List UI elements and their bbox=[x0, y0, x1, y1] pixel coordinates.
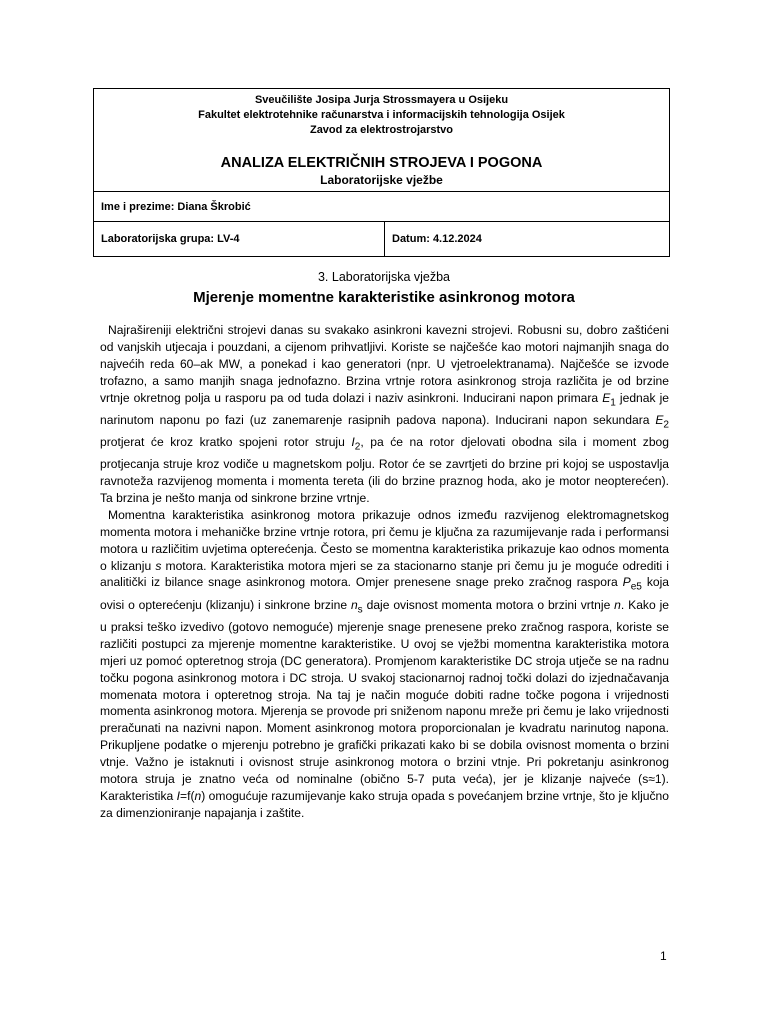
course-type: Laboratorijske vježbe bbox=[320, 172, 443, 187]
paragraph-text: jednak je narinutom naponu po fazi (uz zanemarenje rasipnih padova napona). Inducirani napon sekundara bbox=[100, 390, 669, 427]
symbol: E bbox=[602, 390, 611, 405]
header-table bbox=[93, 88, 670, 257]
student-name: Ime i prezime: Diana Škrobić bbox=[94, 192, 670, 222]
university-name: Sveučilište Josipa Jurja Strossmayera u Osijeku bbox=[254, 93, 509, 106]
header-cell bbox=[94, 89, 670, 192]
symbol: I bbox=[176, 788, 181, 803]
page-number: 1 bbox=[660, 949, 667, 963]
subscript: 2 bbox=[663, 419, 669, 431]
lab-title: Mjerenje momentne karakteristike asinkronog motora bbox=[193, 289, 575, 306]
paragraph bbox=[100, 322, 669, 507]
paragraph-text: ) omogućuje razumijevanje kako struja opada s povećanjem brzine vrtnje, što je ključno za dimenzioniranje napajanja i zaštite. bbox=[100, 788, 669, 820]
equation-text: =f( bbox=[180, 788, 195, 803]
subscript: 2 bbox=[354, 441, 361, 453]
symbol: E bbox=[655, 412, 664, 427]
lab-number: 3. Laboratorijska vježba bbox=[317, 270, 451, 284]
paragraph-text: Najrašireniji električni strojevi danas su svakako asinkroni kavezni strojevi. Robusni su, dobro zaštićeni od vanjskih utjecaja i pouzdani, a cijenom prihvatljivi. Koriste se najčešće kao motori najmanjih snaga do najvećih reda 60–ak MW, a ponekad i kao generatori (npr. U vjetroelektranama). Najčešće se izvode trofazno, a samo manjih snaga jednofazno. Brzina vrtnje rotora asinkronog stroja različita je od brzine vrtnje okretnog polja u rasporu pa od tuda dolazi i naziv asinkroni. Inducirani napon primara bbox=[100, 323, 669, 405]
symbol: n bbox=[194, 788, 202, 803]
course-title: ANALIZA ELEKTRIČNIH STROJEVA I POGONA bbox=[220, 154, 543, 171]
symbol: n bbox=[350, 597, 358, 612]
paragraph-text: . Kako je u praksi teško izvedivo (gotovo nemoguće) mjerenje snage prenesene preko zračnog raspora, koriste se različiti postupci za mjerenje momentne karakteristike. U ovoj se vježbi momentna karakteristika motora mjeri uz pomoć opteretnog stroja (DC generatora). Promjenom karakteristike DC stroja utječe se na radnu točku pogona asinkronog motora i DC stroja. U svakoj stacionarnoj radnoj točki dolazi do izjednačavanja momenata motora i opteretnog stroja. Na taj je način moguće dobiti radne točke pogona i vrijednosti momenta asinkronog motora. Mjerenja se provode pri sniženom naponu mreže pri čemu je lako vrijednosti preračunati na nazivni napon. Moment asinkronog motora proporcionalan je kvadratu narinutog napona. Prikupljene podatke o mjerenju potrebno je grafički prikazati kako bi se dobila ovisnost momenta o brzini vtnje. Važno je istaknuti i ovisnost struje asinkronog motora o brzini vtnje. Pri pokretanju asinkronog motora struja je znatno veća od nominalne (obično 5-7 puta veća), jer je klizanje najveće (s≈1). Karakteristika bbox=[100, 597, 669, 803]
department-name: Zavod za elektrostrojarstvo bbox=[309, 123, 454, 136]
paragraph bbox=[100, 507, 669, 822]
symbol: I bbox=[351, 435, 355, 450]
paragraph-text: motora. Karakteristika motora mjeri se za stacionarno stanje pri čemu ju je moguće odrediti i analitički iz bilance snage asinkronog motora. Omjer prenesene snage preko zračnog raspora bbox=[100, 558, 669, 590]
symbol: n bbox=[614, 597, 621, 612]
subscript: s bbox=[357, 604, 363, 616]
paragraph-text: , pa će na rotor djelovati obodna sila i moment zbog protjecanja struje kroz vodiče u magnetskom polju. Rotor će se zavrtjeti do brzine pri kojoj se uspostavlja ravnoteža razvijenog momenta i momenta tereta (ili do brzine praznog hoda, ako je motor neopterećen). Ta brzina je nešto manja od sinkrone brzine vrtnje. bbox=[100, 435, 669, 506]
paragraph-text: protjerat će kroz kratko spojeni rotor struju bbox=[100, 435, 352, 450]
body-text bbox=[100, 322, 669, 822]
symbol: s bbox=[155, 558, 162, 573]
paragraph-text: koja ovisi o opterećenju (klizanju) i sinkrone brzine bbox=[100, 575, 670, 612]
subscript: e5 bbox=[630, 581, 642, 593]
paragraph-text: Momentna karakteristika asinkronog motora prikazuje odnos između razvijenog elektromagnetskog momenta motora i mehaničke brzine vrtnje rotora, pri čemu je ključna za razumijevanje rada i performansi motora u različitim uvjetima opterećenja. Često se momentna karakteristika prikazuje kao odnos momenta o klizanju bbox=[100, 507, 669, 573]
symbol: P bbox=[622, 575, 631, 590]
lab-group: Laboratorijska grupa: LV-4 bbox=[94, 222, 385, 257]
paragraph-text: daje ovisnost momenta motora o brzini vrtnje bbox=[362, 597, 615, 612]
faculty-name: Fakultet elektrotehnike računarstva i informacijskih tehnologija Osijek bbox=[198, 108, 565, 121]
subscript: 1 bbox=[610, 396, 616, 408]
lab-date: Datum: 4.12.2024 bbox=[385, 222, 670, 257]
